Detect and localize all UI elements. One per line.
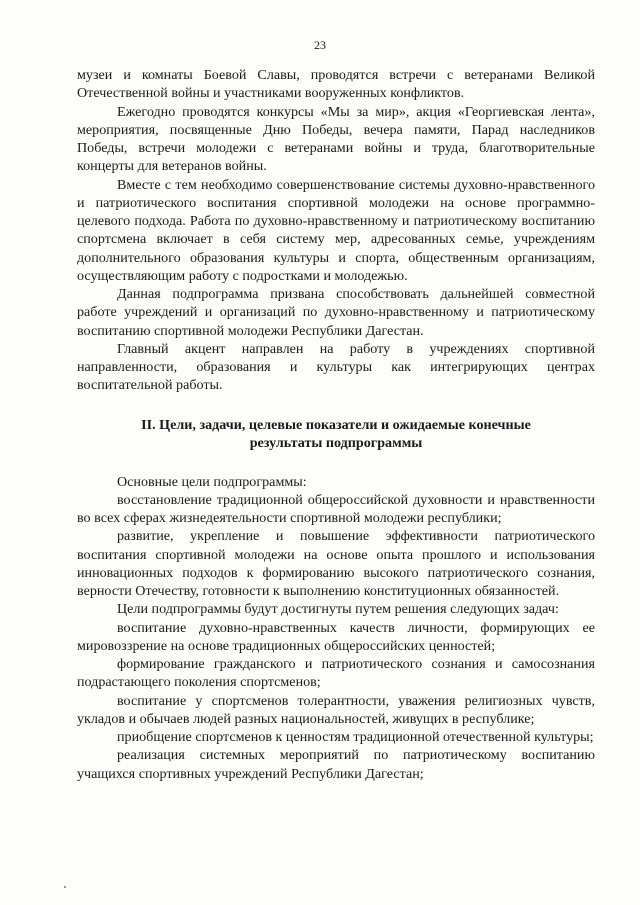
list-item: формирование гражданского и патриотического сознания и самосознания подрастающего поколения спортсменов; — [77, 656, 595, 691]
paragraph: Ежегодно проводятся конкурсы «Мы за мир», акция «Георгиевская лента», мероприятия, посвященные Дню Победы, вечера памяти, Парад наследников Победы, встречи молодежи с ветеранами войны и труда, благотворительные концерты для ветеранов войны. — [77, 103, 595, 175]
paragraph: Цели подпрограммы будут достигнуты путем решения следующих задач: — [117, 601, 559, 618]
list-item: реализация системных мероприятий по патриотическому воспитанию учащихся спортивных учреждений Республики Дагестан; — [77, 747, 595, 782]
list-item: развитие, укрепление и повышение эффективности патриотического воспитания спортивной молодежи на основе опыта прошлого и использования инновационных подходов к формированию высокого патриотического сознания, верности Отечеству, готовности к выполнению конституционных обязанностей. — [77, 528, 595, 599]
section-heading-line-2: результаты подпрограммы — [249, 435, 423, 451]
paragraph: Данная подпрограмма призвана способствовать дальнейшей совместной работе учреждений и организаций по духовно-нравственному и патриотическому воспитанию спортивной молодежи Республики Дагестан. — [77, 286, 595, 339]
section-heading-line-1: II. Цели, задачи, целевые показатели и ожидаемые конечные — [141, 416, 531, 433]
paragraph: Вместе с тем необходимо совершенствование системы духовно-нравственного и патриотического воспитания спортивной молодежи на основе программно-целевого подхода. Работа по духовно-нравственному и патриотическому воспитанию спортсмена включает в себя систему мер, адресованных семье, учреждениям дополнительного образования культуры и спорта, общественным организациям, осуществляющим работу с подростками и молодежью. — [77, 176, 595, 284]
list-item: приобщение спортсменов к ценностям традиционной отечественной культуры; — [117, 729, 594, 745]
paragraph: музеи и комнаты Боевой Славы, проводятся встречи с ветеранами Великой Отечественной войны и участниками вооруженных конфликтов. — [77, 67, 595, 102]
list-item: восстановление традиционной общероссийской духовности и нравственности во всех сферах жизнедеятельности спортивной молодежи республики; — [77, 491, 595, 526]
document-body — [77, 66, 595, 783]
section-heading — [77, 416, 595, 453]
paragraph: Главный акцент направлен на работу в учреждениях спортивной направленности, образования и культуры как интегрирующих центрах воспитательной работы. — [77, 340, 595, 394]
page-number: 23 — [314, 38, 326, 52]
list-item: воспитание духовно-нравственных качеств личности, формирующих ее мировоззрение на основе традиционных общероссийских ценностей; — [77, 619, 595, 654]
paragraph: Основные цели подпрограммы: — [117, 473, 307, 490]
list-item: воспитание у спортсменов толерантности, уважения религиозных чувств, укладов и обычаев людей разных национальностей, живущих в республике; — [77, 692, 595, 727]
scan-artifact — [64, 886, 66, 888]
